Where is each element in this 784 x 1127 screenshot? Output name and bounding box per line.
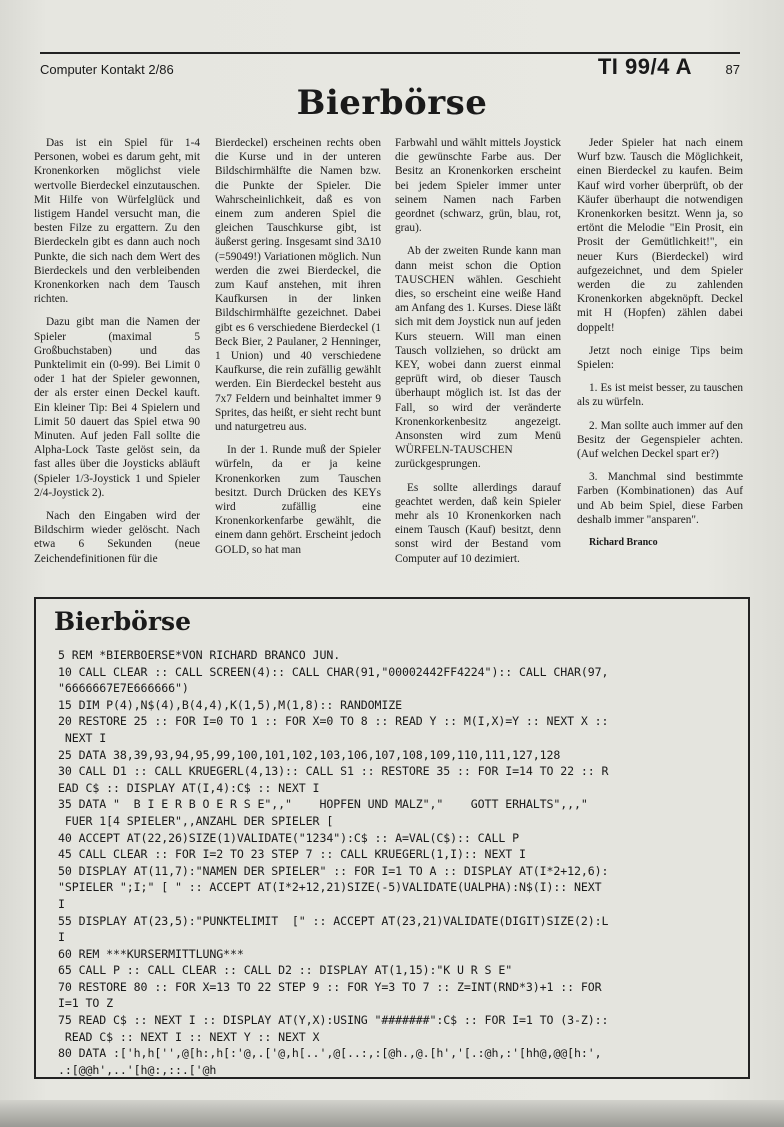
code-line: 40 ACCEPT AT(22,26)SIZE(1)VALIDATE("1234"):C$ :: A=VAL(C$):: CALL P (58, 830, 519, 845)
paragraph: Dazu gibt man die Namen der Spieler (maximal 5 Großbuchstaben) und das Punktelimit ein (0-99). Bei Limit 0 oder 1 hat der Spieler gewonnen, der als erster einen Deckel kauft. Ein kleiner Tip: Bei 4 Spielern und Limit 50 dauert das Spiel etwa 90 Minuten. Auf jeden Fall sollte die Alpha-Lock Taste gelöst sein, da fast alles über die Joysticks abläuft (Spieler 1/3-Joystick 1 und Spieler 2/4-Joystick 2). (34, 316, 200, 499)
code-line: 65 CALL P :: CALL CLEAR :: CALL D2 :: DISPLAY AT(1,15):"K U R S E" (58, 963, 513, 978)
paragraph: Jetzt noch einige Tips beim Spielen: (577, 344, 743, 372)
code-line: I (58, 930, 65, 945)
code-line: 5 REM *BIERBOERSE*VON RICHARD BRANCO JUN. (58, 648, 341, 662)
program-listing-box (34, 597, 750, 1079)
paragraph: In der 1. Runde muß der Spieler würfeln, da er ja keine Kronenkorken zum Tauschen besitzt. Durch Drücken des KEYs wird zufällig eine Kronenkorkenfarbe gewählt, die einem dann gehört. Erscheint jedoch GOLD, so hat man (215, 444, 381, 556)
page-header (40, 52, 740, 82)
paragraph: 1. Es ist meist besser, zu tauschen als zu würfeln. (577, 382, 743, 409)
code-line: 55 DISPLAY AT(23,5):"PUNKTELIMIT [" :: ACCEPT AT(23,21)VALIDATE(DIGIT)SIZE(2):L (58, 913, 609, 928)
code-line: READ C$ :: NEXT I :: NEXT Y :: NEXT X (58, 1029, 320, 1044)
code-line: 15 DIM P(4),N$(4),B(4,4),K(1,5),M(1,8):: RANDOMIZE (58, 697, 403, 712)
code-line: 35 DATA " B I E R B O E R S E",," HOPFEN UND MALZ"," GOTT ERHALTS",,," (58, 797, 588, 812)
magazine-issue: Computer Kontakt 2/86 (40, 62, 174, 77)
code-line: 10 CALL CLEAR :: CALL SCREEN(4):: CALL CHAR(91,"00002442FF4224"):: CALL CHAR(97, (58, 664, 609, 679)
code-line: 80 DATA :['h,h['',@[h:,h[:'@,.['@,h[..',@[..:,:[@h.,@.[h','[.:@h,:'[hh@,@@[h:', (58, 1046, 602, 1061)
section-title: TI 99/4 A (597, 54, 692, 79)
code-line: I (58, 896, 65, 911)
paragraph: Das ist ein Spiel für 1-4 Personen, wobei es darum geht, mit Kronenkorken möglichst viele wertvolle Bierdeckel einzutauschen. Mit Hilfe von Würfelglück und listigem Handel versucht man, die besten Filze zu ergattern. Zu den Bierdeckeln gibt es dann auch noch Punkte, die sich nach dem Wert des Bierdeckels und den verbleibenden Kronenkorken nach dem Tausch richten. (34, 137, 200, 306)
paragraph: Jeder Spieler hat nach einem Wurf bzw. Tausch die Möglichkeit, einen Bierdeckel zu kaufen. Beim Kauf wird vorher überprüft, ob der Käufer überhaupt die notwendigen Kronenkorken besitzt. Wenn ja, so ertönt die Melodie "Ein Prosit, ein Prosit der Gemütlichkeit!", ein neuer Kurs (Bierdeckel) wird aufgezeichnet, und dem Spieler werden die zu zahlenden Kronenkorken abgeknöpft. Deckel mit H (Hopfen) zählen dabei doppelt! (577, 137, 743, 334)
code-line: "6666667E7E666666") (58, 681, 189, 696)
code-line: I=1 TO Z (58, 996, 114, 1011)
code-line: 20 RESTORE 25 :: FOR I=0 TO 1 :: FOR X=0 TO 8 :: READ Y :: M(I,X)=Y :: NEXT X :: (58, 714, 609, 729)
article-column-3 (395, 136, 561, 575)
paragraph: Bierdeckel) erscheinen rechts oben die Kurse und in der unteren Bildschirmhälfte die Namen bzw. die Punkte der Spieler. Die Wahrscheinlichkeit, daß es von einem zum anderen Spiel die gleichen Tauschkurse gibt, ist äußerst gering. Insgesamt sind 3Δ10 (=59049!) Variationen möglich. Nun werden die zwei Bierdeckel, die zum Kauf anstehen, mit ihren Kaufkursen in der linken Bildschirmhälfte gezeichnet. Dabei gibt es 6 verschiedene Bierdeckel (1 Beck Bier, 2 Paulaner, 2 Henninger, 1 Union) und 40 verschiedene Kaufkurse, die rein zufällig gewählt werden. Ein Bierdeckel besteht aus 7x7 Feldern und beinhaltet immer 9 Sprites, das heißt, er sieht recht bunt und naturgetreu aus. (215, 137, 381, 434)
program-code (58, 647, 738, 1078)
paragraph: 3. Manchmal sind bestimmte Farben (Kombinationen) das Auf und Ab beim Spiel, diese Farben deshalb immer "ansparen". (577, 471, 743, 526)
author-credit: Richard Branco (589, 537, 658, 549)
paragraph: Nach den Eingaben wird der Bildschirm wieder gelöscht. Nach etwa 6 Sekunden (neue Zeichendefinitionen für die (34, 510, 200, 565)
page-bottom-edge (0, 1100, 784, 1127)
code-line: 50 DISPLAY AT(11,7):"NAMEN DER SPIELER" :: FOR I=1 TO A :: DISPLAY AT(I*2+12,6): (58, 863, 609, 878)
code-line: 75 READ C$ :: NEXT I :: DISPLAY AT(Y,X):USING "#######":C$ :: FOR I=1 TO (3-Z):: (58, 1013, 609, 1028)
article-column-4 (577, 136, 743, 550)
code-line: NEXT I (58, 730, 107, 745)
paragraph: 2. Man sollte auch immer auf den Besitz der Gegenspieler achten. (Auf welchen Deckel spart er?) (577, 419, 743, 461)
code-line: "SPIELER ";I;" [ " :: ACCEPT AT(I*2+12,21)SIZE(-5)VALIDATE(UALPHA):N$(I):: NEXT (58, 880, 602, 895)
code-line: .:[@@h',..'[h@:,::.['@h (58, 1062, 217, 1077)
code-line: 60 REM ***KURSERMITTLUNG*** (58, 946, 244, 961)
code-line: 70 RESTORE 80 :: FOR X=13 TO 22 STEP 9 :: FOR Y=3 TO 7 :: Z=INT(RND*3)+1 :: FOR (58, 979, 602, 994)
article-title: Bierbörse (296, 83, 488, 123)
paragraph: Farbwahl und wählt mittels Joystick die gewünschte Farbe aus. Der Besitz an Kronenkorken erscheint bei jedem Spieler immer unter seinem Namen nach Farben geordnet (schwarz, grün, blau, rot, grau). (395, 137, 561, 235)
page-number: 87 (725, 62, 740, 77)
code-line: 45 CALL CLEAR :: FOR I=2 TO 23 STEP 7 :: CALL KRUEGERL(1,I):: NEXT I (58, 847, 526, 862)
article-column-2 (215, 136, 381, 566)
article-body (34, 136, 746, 591)
paragraph: Es sollte allerdings darauf geachtet werden, daß kein Spieler mehr als 10 Kronenkorken nach einem Tausch (Kauf) besitzt, denn sonst wird der Bestand vom Computer auf 10 dezimiert. (395, 481, 561, 565)
paragraph: Ab der zweiten Runde kann man dann meist schon die Option TAUSCHEN wählen. Geschieht dies, so erscheint eine weiße Hand am Anfang des 1. Kurses. Diese läßt sich mit dem Joystick nun auf jeden Kurs steuern. Will man einen Tausch vollziehen, so drückt am KEY, wobei dann zuerst einmal geprüft wird, ob dieser Tausch überhaupt möglich ist. Ist das der Fall, so wird der veränderte Kronenkorkenbesitz angezeigt. Ansonsten wird zum Menü WÜRFELN-TAUSCHEN zurückgesprungen. (395, 245, 561, 471)
code-line: 25 DATA 38,39,93,94,95,99,100,101,102,103,106,107,108,109,110,111,127,128 (58, 747, 561, 762)
article-column-1 (34, 136, 200, 575)
code-line: 30 CALL D1 :: CALL KRUEGERL(4,13):: CALL S1 :: RESTORE 35 :: FOR I=14 TO 22 :: R (58, 764, 609, 779)
code-line: EAD C$ :: DISPLAY AT(I,4):C$ :: NEXT I (58, 780, 320, 795)
listing-title: Bierbörse (54, 607, 192, 636)
code-line: FUER 1[4 SPIELER",,ANZAHL DER SPIELER [ (58, 813, 334, 828)
